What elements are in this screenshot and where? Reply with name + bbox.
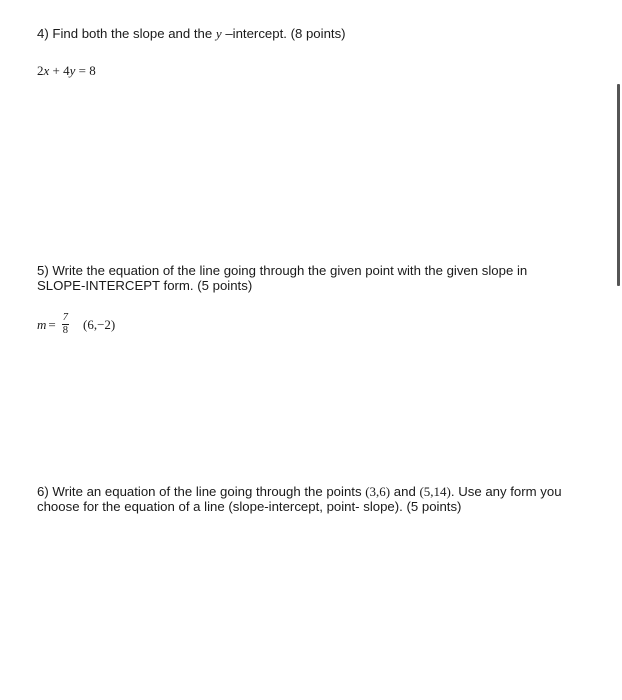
eq-coef: 2 (37, 63, 44, 78)
q6-title-post: . Use any form you choose for the equation of a line (slope-intercept, point- slope). (5 points) (37, 484, 562, 514)
question-4-equation (37, 63, 96, 79)
eq-var-x: x (43, 63, 50, 78)
q4-title-pre: 4) Find both the slope and the (37, 26, 216, 41)
slope-label: m (37, 316, 47, 332)
fraction-numerator: 7 (62, 312, 68, 323)
equals-sign: = (48, 316, 56, 332)
slope-fraction (62, 313, 69, 336)
q6-title-pre: 6) Write an equation of the line going through the points (37, 484, 366, 499)
question-6-prompt (37, 484, 597, 514)
fraction-denominator: 8 (62, 325, 68, 336)
question-4-prompt (37, 26, 597, 41)
question-5-prompt: 5) Write the equation of the line going through the given point with the given slope in SLOPE-INTERCEPT form. (5 points) (37, 263, 528, 293)
q6-mid: and (390, 484, 420, 499)
given-point: (6,−2) (82, 316, 116, 332)
eq-op: + 4 (49, 63, 70, 78)
q4-title-var: y (215, 26, 222, 41)
eq-rhs: = 8 (75, 63, 96, 78)
eq-var-y: y (69, 63, 76, 78)
q4-title-post: –intercept. (8 points) (221, 26, 346, 41)
q6-point-1: (3,6) (365, 484, 391, 499)
vertical-scrollbar[interactable] (617, 84, 620, 286)
question-5-given (37, 313, 115, 336)
q6-point-2: (5,14) (419, 484, 451, 499)
